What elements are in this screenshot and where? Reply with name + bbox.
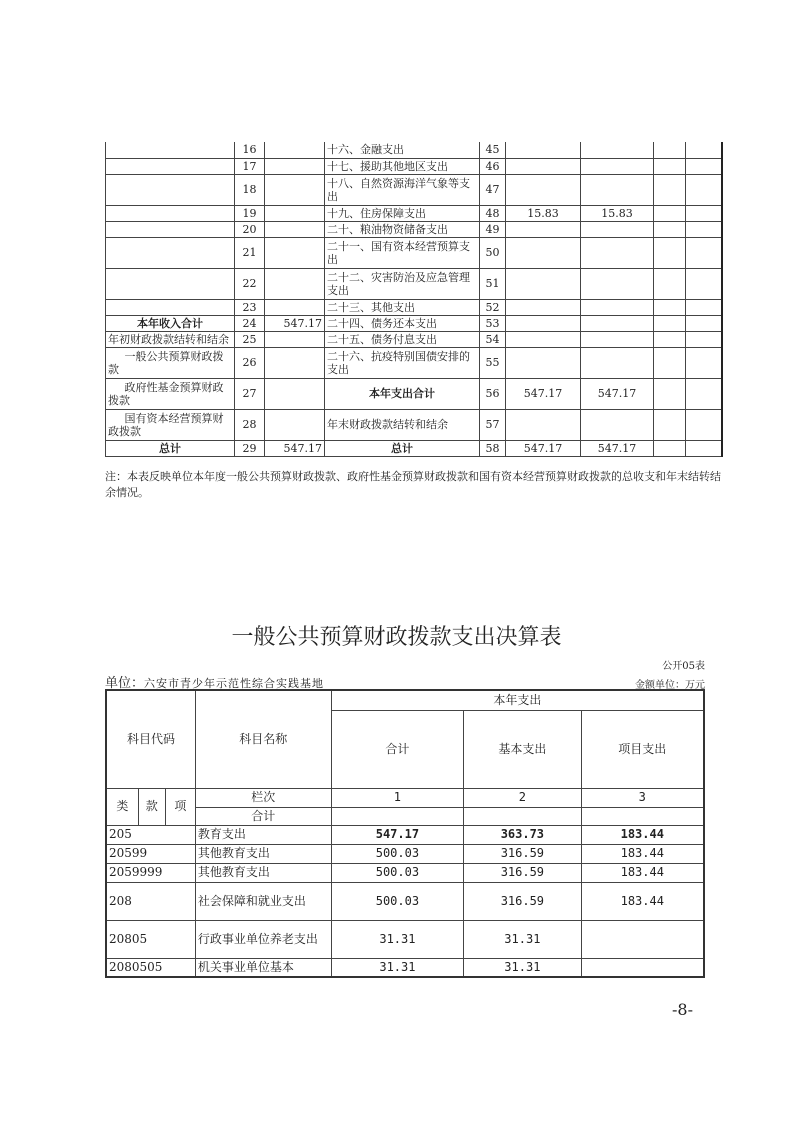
left-line-no: 19 (235, 205, 265, 221)
left-amount: 547.17 (265, 315, 325, 331)
subject-code: 20599 (106, 844, 195, 863)
right-label: 二十六、抗疫特别国债安排的支出 (325, 347, 480, 378)
left-line-no: 27 (235, 378, 265, 409)
right-line-no: 53 (480, 315, 506, 331)
right-line-no: 50 (480, 237, 506, 268)
left-amount (265, 409, 325, 440)
right-label: 二十五、债务付息支出 (325, 331, 480, 347)
left-amount (265, 142, 325, 158)
amount-basic: 547.17 (581, 378, 654, 409)
left-label (106, 158, 235, 174)
page-number: -8- (672, 1000, 693, 1019)
right-label: 年末财政拨款结转和结余 (325, 409, 480, 440)
money-unit: 金额单位：万元 (635, 680, 705, 691)
left-line-no: 28 (235, 409, 265, 440)
amount-basic (581, 158, 654, 174)
left-amount (265, 268, 325, 299)
header-lanci: 栏次 (195, 788, 331, 807)
amount-project (581, 920, 704, 958)
left-label (106, 299, 235, 315)
left-label: 政府性基金预算财政拨款 (106, 378, 235, 409)
left-label: 本年收入合计 (106, 315, 235, 331)
amount-basic (581, 237, 654, 268)
header-total: 合计 (331, 710, 464, 788)
header-xiang: 项 (165, 788, 195, 825)
amount-col3 (654, 347, 686, 378)
table-row (106, 237, 722, 268)
amount-basic: 316.59 (464, 844, 581, 863)
subject-code: 205 (106, 825, 195, 844)
left-line-no: 25 (235, 331, 265, 347)
left-amount (265, 174, 325, 205)
table-row (106, 920, 704, 958)
table-row (106, 409, 722, 440)
table-row (106, 299, 722, 315)
header-project: 项目支出 (581, 710, 704, 788)
amount-basic (581, 331, 654, 347)
left-amount (265, 299, 325, 315)
amount-project: 183.44 (581, 882, 704, 920)
right-label: 十九、住房保障支出 (325, 205, 480, 221)
left-line-no: 20 (235, 221, 265, 237)
amount-basic: 316.59 (464, 882, 581, 920)
amount-basic: 547.17 (581, 440, 654, 456)
left-label (106, 142, 235, 158)
amount-total: 547.17 (331, 825, 464, 844)
table-note: 注：本表反映单位本年度一般公共预算财政拨款、政府性基金预算财政拨款和国有资本经营预算财政拨款的总收支和年末结转结余情况。 (105, 470, 721, 499)
right-label: 本年支出合计 (325, 378, 480, 409)
amount-basic (581, 409, 654, 440)
amount-basic (581, 142, 654, 158)
left-label: 国有资本经营预算财政拨款 (106, 409, 235, 440)
right-line-no: 56 (480, 378, 506, 409)
table-row (106, 174, 722, 205)
amount-total: 31.31 (331, 958, 464, 977)
amount-total: 500.03 (331, 863, 464, 882)
left-amount: 547.17 (265, 440, 325, 456)
amount-col4 (686, 440, 722, 456)
left-amount (265, 158, 325, 174)
page-title: 一般公共预算财政拨款支出决算表 (231, 625, 562, 650)
unit-name: 六安市青少年示范性综合实践基地 (144, 677, 325, 690)
amount-total (506, 315, 581, 331)
amount-basic (581, 315, 654, 331)
subject-code: 20805 (106, 920, 195, 958)
amount-total (506, 409, 581, 440)
amount-project (581, 958, 704, 977)
amount-col3 (654, 158, 686, 174)
amount-basic: 316.59 (464, 863, 581, 882)
table-row (106, 378, 722, 409)
amount-basic: 31.31 (464, 920, 581, 958)
amount-basic: 31.31 (464, 958, 581, 977)
heji-project (581, 807, 704, 825)
left-line-no: 22 (235, 268, 265, 299)
amount-basic: 363.73 (464, 825, 581, 844)
right-line-no: 58 (480, 440, 506, 456)
amount-total (506, 142, 581, 158)
col-no-3: 3 (581, 788, 704, 807)
revenue-expenditure-table (105, 142, 723, 457)
right-label: 二十、粮油物资储备支出 (325, 221, 480, 237)
amount-col3 (654, 331, 686, 347)
left-label: 一般公共预算财政拨款 (106, 347, 235, 378)
right-label: 二十四、债务还本支出 (325, 315, 480, 331)
table-row (106, 142, 722, 158)
amount-col4 (686, 237, 722, 268)
left-line-no: 24 (235, 315, 265, 331)
subject-code: 2080505 (106, 958, 195, 977)
subject-code: 2059999 (106, 863, 195, 882)
left-line-no: 23 (235, 299, 265, 315)
left-label (106, 221, 235, 237)
subject-name: 机关事业单位基本 (195, 958, 331, 977)
subject-name: 教育支出 (195, 825, 331, 844)
amount-total (506, 331, 581, 347)
heji-total (331, 807, 464, 825)
amount-col4 (686, 378, 722, 409)
left-label (106, 205, 235, 221)
amount-basic (581, 299, 654, 315)
table-row (106, 221, 722, 237)
left-label (106, 237, 235, 268)
left-label: 总计 (106, 440, 235, 456)
amount-col3 (654, 268, 686, 299)
right-line-no: 46 (480, 158, 506, 174)
right-label: 二十一、国有资本经营预算支出 (325, 237, 480, 268)
header-basic: 基本支出 (464, 710, 581, 788)
left-label (106, 174, 235, 205)
right-label: 十八、自然资源海洋气象等支出 (325, 174, 480, 205)
amount-col3 (654, 440, 686, 456)
amount-col4 (686, 174, 722, 205)
expenditure-table (105, 689, 705, 978)
right-label: 二十二、灾害防治及应急管理支出 (325, 268, 480, 299)
amount-col4 (686, 331, 722, 347)
right-label: 十七、援助其他地区支出 (325, 158, 480, 174)
right-label: 总计 (325, 440, 480, 456)
amount-col4 (686, 158, 722, 174)
col-no-1: 1 (331, 788, 464, 807)
right-line-no: 51 (480, 268, 506, 299)
right-line-no: 48 (480, 205, 506, 221)
left-amount (265, 347, 325, 378)
left-line-no: 18 (235, 174, 265, 205)
amount-col4 (686, 299, 722, 315)
header-kuan: 款 (138, 788, 165, 825)
left-line-no: 16 (235, 142, 265, 158)
table-row (106, 440, 722, 456)
amount-total (506, 268, 581, 299)
table-row (106, 844, 704, 863)
right-line-no: 49 (480, 221, 506, 237)
subject-name: 其他教育支出 (195, 863, 331, 882)
left-amount (265, 237, 325, 268)
table-row (106, 158, 722, 174)
right-line-no: 47 (480, 174, 506, 205)
right-label: 十六、金融支出 (325, 142, 480, 158)
amount-project: 183.44 (581, 844, 704, 863)
right-line-no: 45 (480, 142, 506, 158)
left-line-no: 17 (235, 158, 265, 174)
amount-total: 500.03 (331, 882, 464, 920)
amount-total (506, 174, 581, 205)
amount-total (506, 237, 581, 268)
header-name: 科目名称 (195, 690, 331, 788)
left-amount (265, 378, 325, 409)
amount-col3 (654, 221, 686, 237)
right-line-no: 55 (480, 347, 506, 378)
subject-name: 行政事业单位养老支出 (195, 920, 331, 958)
left-amount (265, 205, 325, 221)
amount-basic (581, 347, 654, 378)
table-row (106, 863, 704, 882)
left-amount (265, 331, 325, 347)
left-label (106, 268, 235, 299)
table-row (106, 882, 704, 920)
table-row (106, 315, 722, 331)
amount-col3 (654, 378, 686, 409)
amount-col3 (654, 142, 686, 158)
amount-total: 31.31 (331, 920, 464, 958)
table-row (106, 958, 704, 977)
header-lei: 类 (106, 788, 138, 825)
amount-col3 (654, 299, 686, 315)
amount-col4 (686, 347, 722, 378)
amount-total: 500.03 (331, 844, 464, 863)
heji-basic (464, 807, 581, 825)
table-row (106, 268, 722, 299)
amount-project: 183.44 (581, 825, 704, 844)
left-label: 年初财政拨款结转和结余 (106, 331, 235, 347)
amount-col3 (654, 205, 686, 221)
unit-label: 单位： (105, 676, 145, 691)
header-heji: 合计 (195, 807, 331, 825)
table-row (106, 205, 722, 221)
amount-basic (581, 268, 654, 299)
right-line-no: 54 (480, 331, 506, 347)
subject-name: 其他教育支出 (195, 844, 331, 863)
table-row (106, 825, 704, 844)
subject-code: 208 (106, 882, 195, 920)
amount-basic (581, 174, 654, 205)
header-code: 科目代码 (106, 690, 195, 788)
amount-col4 (686, 409, 722, 440)
table-row (106, 347, 722, 378)
left-line-no: 21 (235, 237, 265, 268)
amount-basic: 15.83 (581, 205, 654, 221)
right-label: 二十三、其他支出 (325, 299, 480, 315)
left-line-no: 26 (235, 347, 265, 378)
amount-basic (581, 221, 654, 237)
right-line-no: 57 (480, 409, 506, 440)
form-number: 公开05表 (662, 661, 705, 672)
amount-col3 (654, 315, 686, 331)
amount-total (506, 221, 581, 237)
amount-col4 (686, 142, 722, 158)
table-row (106, 331, 722, 347)
amount-col4 (686, 205, 722, 221)
header-group: 本年支出 (331, 690, 704, 710)
subject-name: 社会保障和就业支出 (195, 882, 331, 920)
amount-total (506, 347, 581, 378)
amount-total: 547.17 (506, 378, 581, 409)
left-line-no: 29 (235, 440, 265, 456)
amount-col4 (686, 315, 722, 331)
amount-total: 547.17 (506, 440, 581, 456)
amount-col3 (654, 409, 686, 440)
left-amount (265, 221, 325, 237)
amount-total (506, 299, 581, 315)
right-line-no: 52 (480, 299, 506, 315)
col-no-2: 2 (464, 788, 581, 807)
amount-col3 (654, 237, 686, 268)
amount-col4 (686, 268, 722, 299)
amount-col3 (654, 174, 686, 205)
amount-col4 (686, 221, 722, 237)
amount-project: 183.44 (581, 863, 704, 882)
amount-total (506, 158, 581, 174)
amount-total: 15.83 (506, 205, 581, 221)
